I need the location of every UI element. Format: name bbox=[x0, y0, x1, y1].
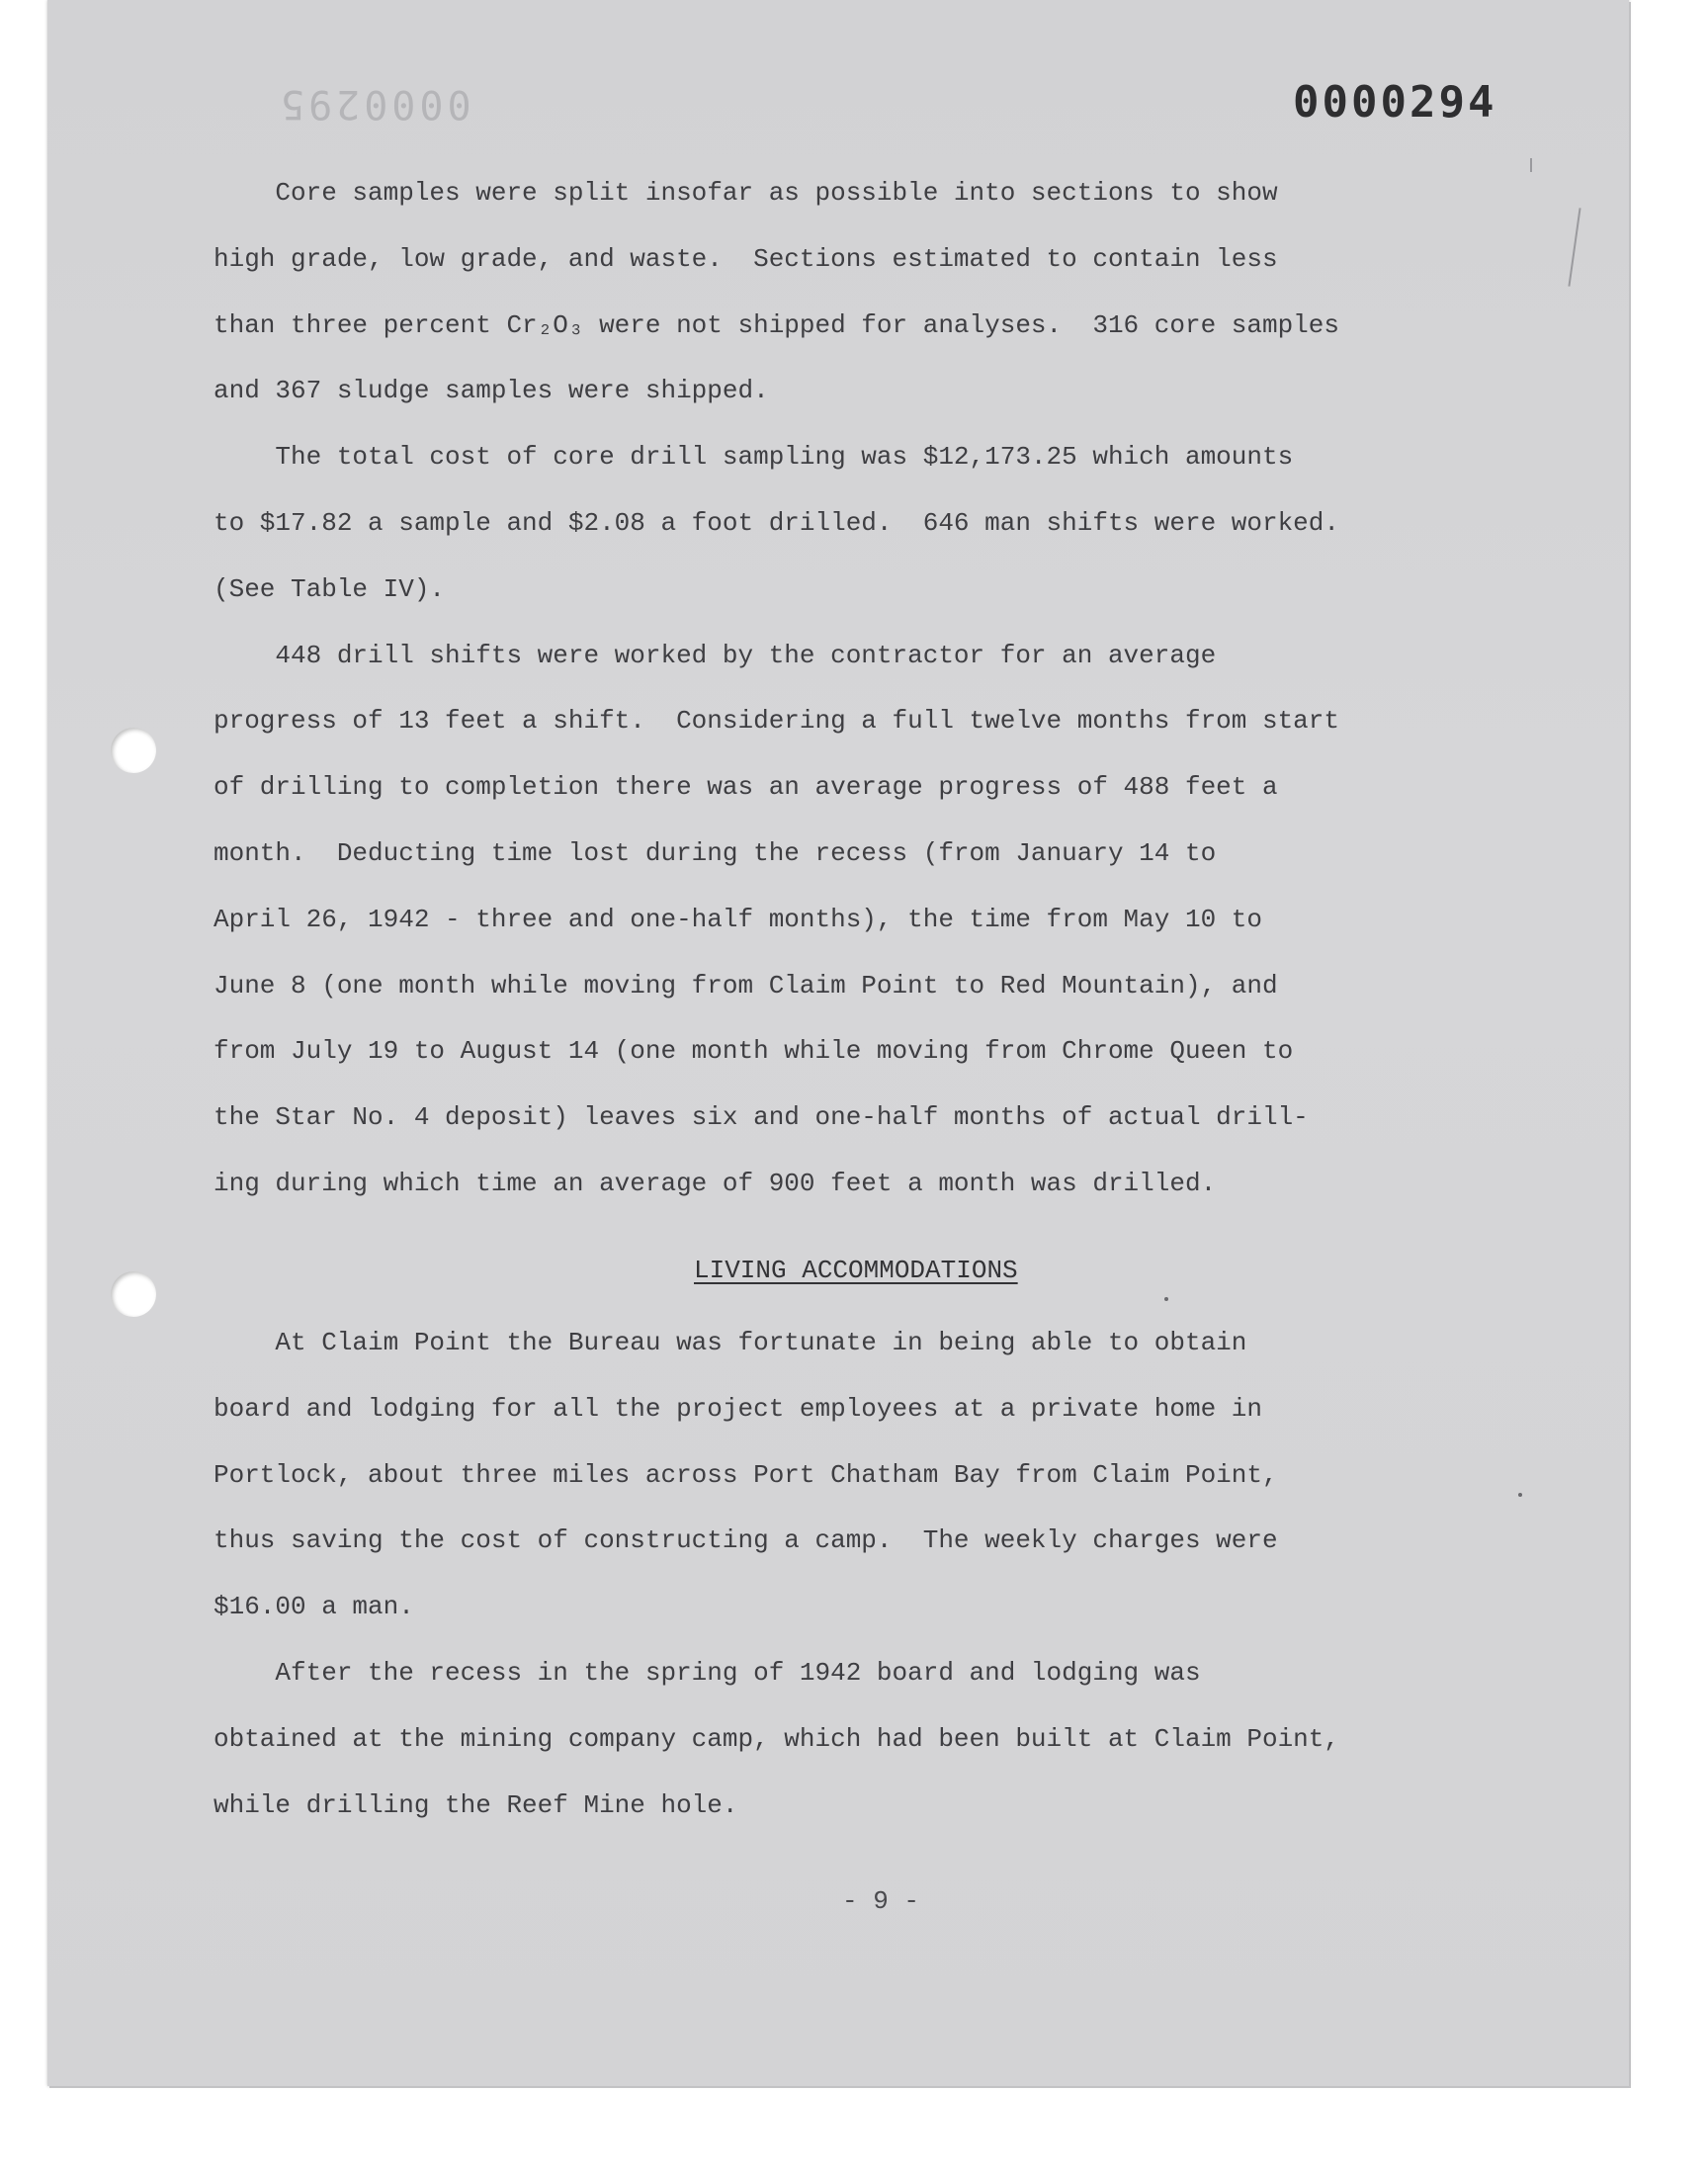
text-line: 448 drill shifts were worked by the contractor for an average bbox=[214, 640, 1217, 670]
text-line: and 367 sludge samples were shipped. bbox=[214, 376, 769, 406]
text-line: (See Table IV). bbox=[214, 573, 446, 604]
text-line: while drilling the Reef Mine hole. bbox=[214, 1789, 738, 1820]
text-line: After the recess in the spring of 1942 board and lodging was bbox=[214, 1657, 1201, 1688]
text-line: from July 19 to August 14 (one month while moving from Chrome Queen to bbox=[214, 1036, 1294, 1067]
document-number: 0000294 bbox=[1293, 77, 1497, 128]
text-line: obtained at the mining company camp, which had been built at Claim Point, bbox=[214, 1723, 1339, 1754]
text-line: Portlock, about three miles across Port Chatham Bay from Claim Point, bbox=[214, 1459, 1278, 1490]
body-text-lower bbox=[214, 1310, 1498, 1838]
ink-speck bbox=[1164, 1297, 1168, 1301]
text-line: board and lodging for all the project employees at a private home in bbox=[214, 1393, 1262, 1424]
text-line: thus saving the cost of constructing a camp. The weekly charges were bbox=[214, 1525, 1278, 1556]
text-line: high grade, low grade, and waste. Sections estimated to contain less bbox=[214, 243, 1278, 274]
text-line: progress of 13 feet a shift. Considering a full twelve months from start bbox=[214, 706, 1339, 737]
text-line: June 8 (one month while moving from Claim Point to Red Mountain), and bbox=[214, 970, 1278, 1000]
text-line: of drilling to completion there was an average progress of 488 feet a bbox=[214, 772, 1278, 803]
ink-speck bbox=[1518, 1493, 1522, 1497]
text-line: than three percent Cr₂O₃ were not shipped for analyses. 316 core samples bbox=[214, 309, 1339, 340]
page-number: - 9 - bbox=[842, 1886, 920, 1916]
punch-hole-bottom bbox=[111, 1271, 156, 1317]
text-line: Core samples were split insofar as possible into sections to show bbox=[214, 178, 1278, 208]
text-line: to $17.82 a sample and $2.08 a foot drilled. 646 man shifts were worked. bbox=[214, 507, 1339, 538]
text-line: ing during which time an average of 900 feet a month was drilled. bbox=[214, 1168, 1217, 1198]
text-line: month. Deducting time lost during the recess (from January 14 to bbox=[214, 837, 1217, 868]
section-heading: LIVING ACCOMMODATIONS bbox=[694, 1256, 1018, 1285]
text-line: The total cost of core drill sampling was $12,173.25 which amounts bbox=[214, 442, 1294, 473]
text-line: At Claim Point the Bureau was fortunate in being able to obtain bbox=[214, 1328, 1247, 1357]
text-line: the Star No. 4 deposit) leaves six and one-half months of actual drill- bbox=[214, 1102, 1309, 1133]
text-line: April 26, 1942 - three and one-half months), the time from May 10 to bbox=[214, 904, 1262, 934]
body-text-upper bbox=[214, 160, 1498, 1217]
pen-mark bbox=[1530, 158, 1532, 172]
text-line: $16.00 a man. bbox=[214, 1592, 414, 1622]
bleed-through-number: 0000295 bbox=[277, 81, 471, 127]
punch-hole-top bbox=[111, 728, 156, 773]
